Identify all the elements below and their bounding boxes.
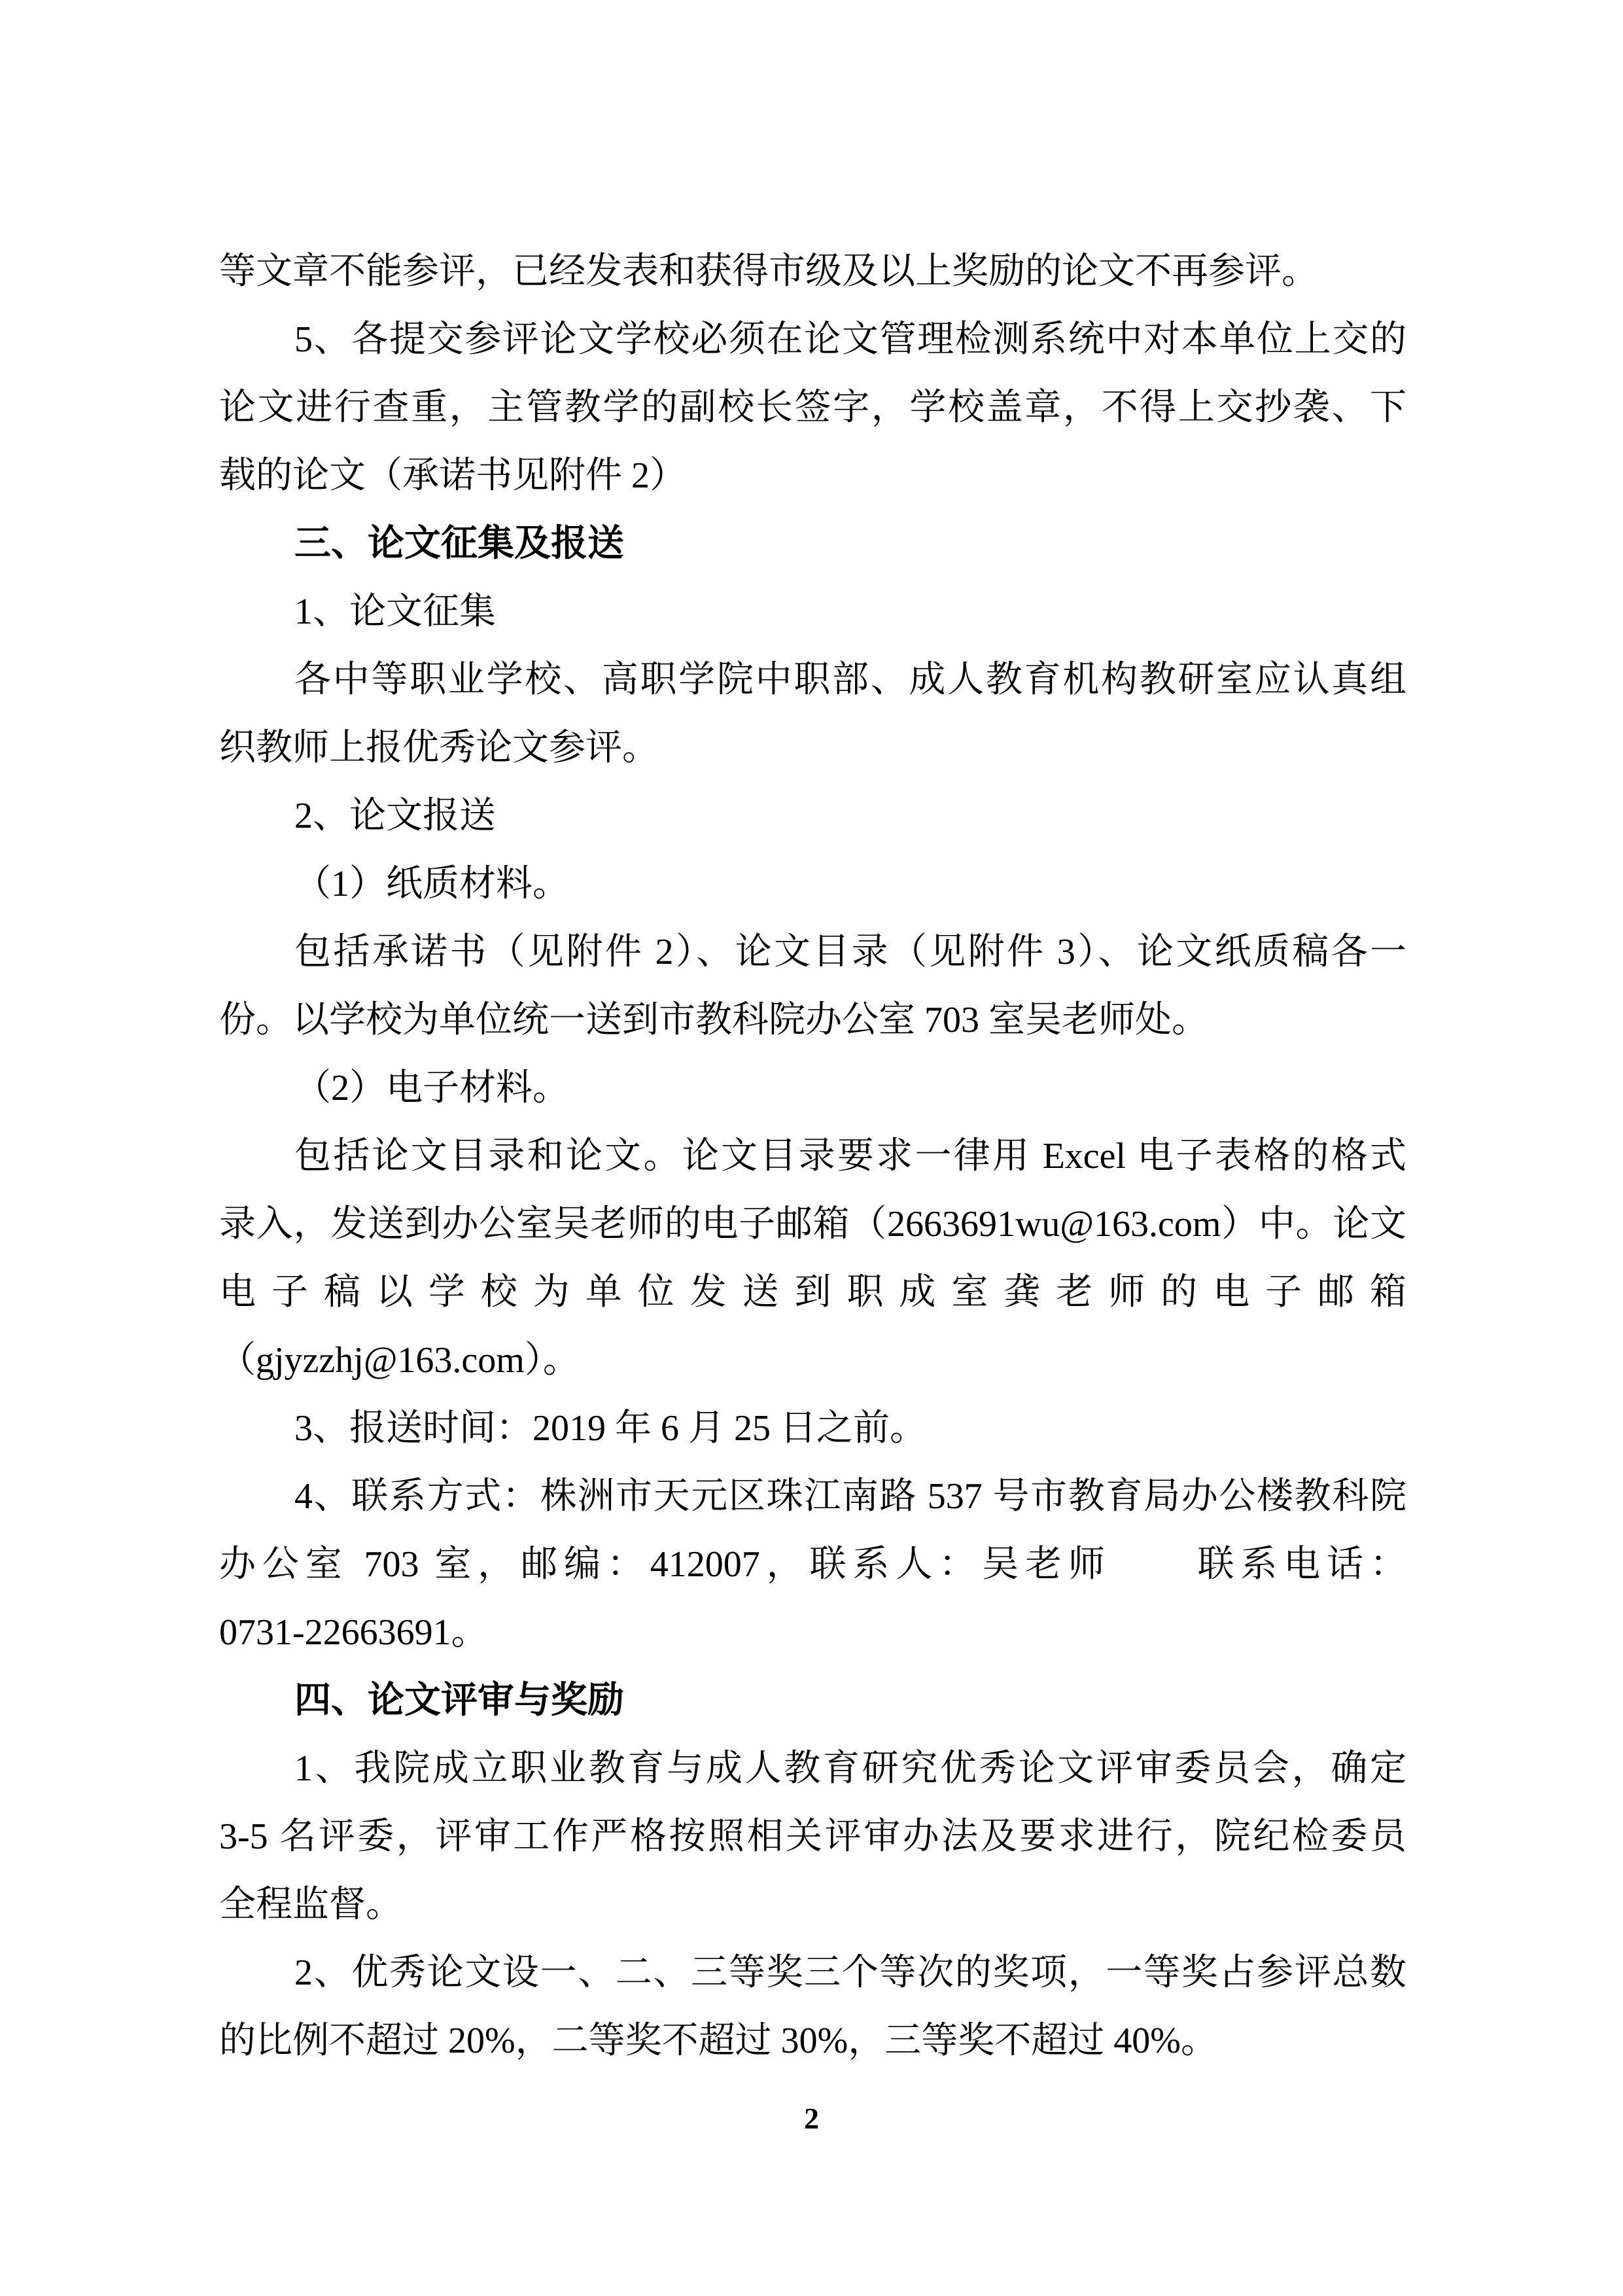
doc-line: 5、各提交参评论文学校必须在论文管理检测系统中对本单位上交的 — [294, 319, 1406, 360]
doc-line: 2、论文报送 — [294, 796, 496, 836]
section-heading-3: 三、论文征集及报送 — [294, 523, 624, 564]
doc-line: 各中等职业学校、高职学院中职部、成人教育机构教研室应认真组 — [294, 660, 1406, 700]
page-number: 2 — [804, 2102, 819, 2135]
section-heading-4: 四、论文评审与奖励 — [294, 1680, 624, 1721]
doc-line: 包括论文目录和论文。论文目录要求一律用 Excel 电子表格的格式 — [294, 1136, 1406, 1176]
doc-line-contact: 4、联系方式：株洲市天元区珠江南路 537 号市教育局办公楼教科院 — [294, 1476, 1406, 1517]
doc-line-deadline: 3、报送时间：2019 年 6 月 25 日之前。 — [294, 1408, 926, 1449]
doc-line: 3-5 名评委，评审工作严格按照相关评审办法及要求进行，院纪检委员 — [219, 1816, 1406, 1857]
doc-line: 载的论文（承诺书见附件 2） — [219, 455, 686, 496]
doc-line-contact: 办公室 703 室，邮编：412007，联系人：吴老师 联系电话： — [219, 1544, 1406, 1585]
document-body — [219, 238, 1406, 2075]
doc-line: （2）电子材料。 — [294, 1068, 569, 1108]
doc-line: 等文章不能参评，已经发表和获得市级及以上奖励的论文不再参评。 — [219, 251, 1318, 292]
doc-line: 电子稿以学校为单位发送到职成室龚老师的电子邮箱 — [219, 1272, 1406, 1313]
doc-line-email-wu: 录入，发送到办公室吴老师的电子邮箱（2663691wu@163.com）中。论文 — [219, 1204, 1406, 1245]
doc-line: 全程监督。 — [219, 1884, 402, 1925]
doc-line: 1、论文征集 — [294, 592, 496, 632]
doc-line-email-gjyzzhj: （gjyzzhj@163.com）。 — [219, 1340, 580, 1381]
doc-line: （1）纸质材料。 — [294, 864, 569, 904]
doc-line: 份。以学校为单位统一送到市教科院办公室 703 室吴老师处。 — [219, 1000, 1208, 1040]
doc-line: 1、我院成立职业教育与成人教育研究优秀论文评审委员会，确定 — [294, 1748, 1406, 1789]
doc-line: 的比例不超过 20%，二等奖不超过 30%，三等奖不超过 40%。 — [219, 2021, 1217, 2061]
doc-line: 2、优秀论文设一、二、三等奖三个等次的奖项，一等奖占参评总数 — [294, 1952, 1406, 1993]
doc-line: 织教师上报优秀论文参评。 — [219, 728, 659, 768]
doc-line: 论文进行查重，主管教学的副校长签字，学校盖章，不得上交抄袭、下 — [219, 387, 1406, 428]
doc-line-phone: 0731-22663691。 — [219, 1612, 488, 1653]
doc-line: 包括承诺书（见附件 2）、论文目录（见附件 3）、论文纸质稿各一 — [294, 932, 1406, 972]
